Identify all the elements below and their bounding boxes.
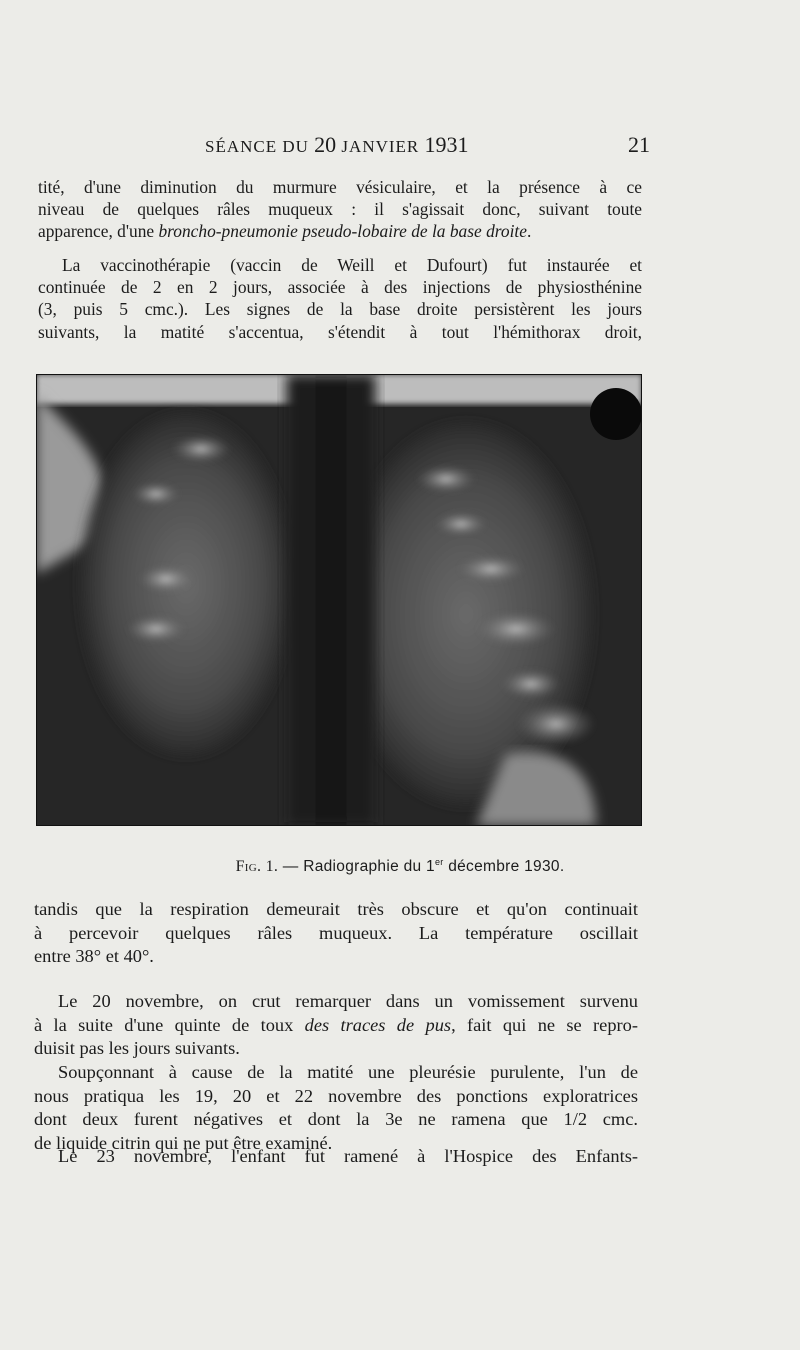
text-line: continuée de 2 en 2 jours, associée à des injections de physiosthénine xyxy=(38,277,642,298)
paragraph-1 xyxy=(38,176,642,243)
text-line: suivants, la matité s'accentua, s'étendit à tout l'hémithorax droit, xyxy=(38,321,642,342)
text-run: , fait qui ne se repro- xyxy=(451,1014,638,1035)
text-line: de liquide citrin qui ne put être examiné. xyxy=(34,1132,333,1153)
running-head-seance: SÉANCE DU xyxy=(205,137,309,156)
figure-label: Fig. 1. xyxy=(235,858,279,876)
page-number: 21 xyxy=(628,132,650,157)
text-line: entre 38° et 40°. xyxy=(34,946,154,966)
text-line: Soupçonnant à cause de la matité une pleurésie purulente, l'un de xyxy=(58,1062,638,1082)
radiograph-figure xyxy=(36,374,642,826)
text-line: Le 20 novembre, on crut remarquer dans un vomissement survenu xyxy=(58,991,638,1011)
paragraph-3 xyxy=(34,898,638,969)
caption-date: décembre 1930. xyxy=(443,858,565,876)
text-line: tandis que la respiration demeurait très obscure et qu'on continuait xyxy=(34,899,638,919)
text-line: La vaccinothérapie (vaccin de Weill et Dufourt) fut instaurée et xyxy=(62,255,642,275)
text-run: à la suite d'une quinte de toux xyxy=(34,1014,305,1035)
running-head-year: 1931 xyxy=(424,132,469,157)
text-line: Le 23 novembre, l'enfant fut ramené à l'Hospice des Enfants- xyxy=(58,1146,638,1166)
text-line: à percevoir quelques râles muqueux. La température oscillait xyxy=(34,922,638,943)
text-line: niveau de quelques râles muqueux : il s'agissait donc, suivant toute xyxy=(38,199,642,220)
paragraph-5 xyxy=(34,1061,638,1155)
text-line xyxy=(34,1014,638,1038)
running-head-day: 20 xyxy=(314,132,337,157)
text-run: apparence, d'une xyxy=(38,221,159,242)
figure-caption xyxy=(0,857,800,876)
text-line: dont deux furent négatives et dont la 3e ne ramena que 1/2 cmc. xyxy=(34,1109,638,1129)
paragraph-6 xyxy=(34,1145,638,1169)
text-line xyxy=(38,220,642,242)
paragraph-2 xyxy=(38,254,642,343)
paragraph-4 xyxy=(34,990,638,1061)
caption-text: — Radiographie du 1 xyxy=(278,858,435,876)
page-header xyxy=(40,132,650,162)
caption-superscript: er xyxy=(434,857,444,867)
italic-phrase: des traces de pus xyxy=(304,1014,452,1035)
text-line: nous pratiqua les 19, 20 et 22 novembre des ponctions exploratrices xyxy=(34,1085,638,1106)
running-head xyxy=(205,132,469,158)
text-line: duisit pas les jours suivants. xyxy=(34,1038,240,1058)
text-line: (3, puis 5 cmc.). Les signes de la base droite persistèrent les jours xyxy=(38,299,642,320)
text-run: . xyxy=(526,221,532,242)
italic-diagnosis: broncho-pneumonie pseudo-lobaire de la base droite xyxy=(158,221,527,242)
running-head-month: JANVIER xyxy=(341,137,420,156)
chest-xray-image xyxy=(36,374,642,826)
text-line: tité, d'une diminution du murmure vésiculaire, et la présence à ce xyxy=(38,177,642,197)
